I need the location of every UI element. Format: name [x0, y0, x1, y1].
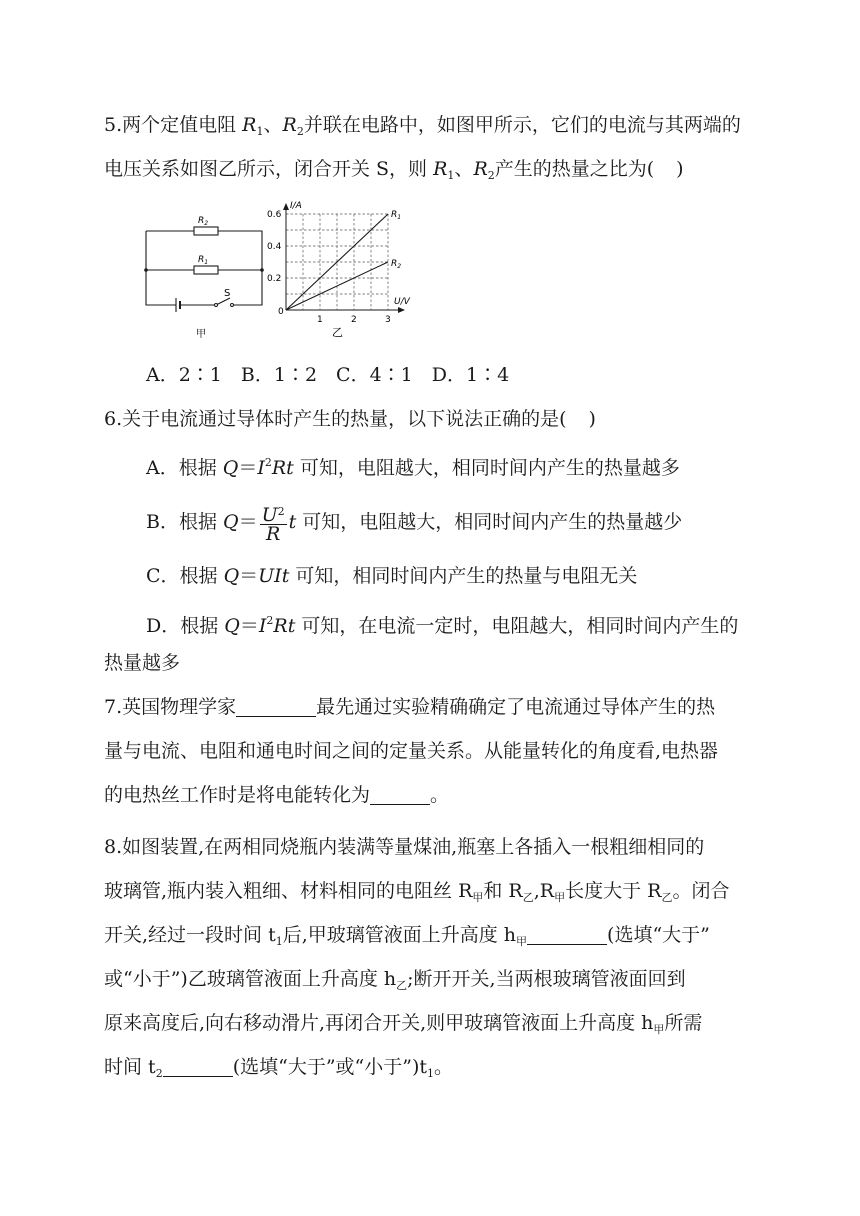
formula-u: U — [261, 504, 278, 526]
caption-yi: 乙 — [332, 326, 343, 339]
q5-stem-line2 — [104, 154, 684, 191]
q8-text: 原来高度后,向右移动滑片,再闭合开关,则甲玻璃管液面上升高度 h — [104, 1012, 654, 1034]
option-c-text: C．根据 — [146, 565, 224, 587]
formula-sup: 2 — [277, 505, 285, 518]
r1-subscript: 1 — [256, 125, 264, 138]
q6-stem — [104, 404, 596, 434]
formula-rt: Rt — [271, 457, 294, 479]
q5-stem-line1 — [104, 110, 741, 147]
q8-text: 玻璃管,瓶内装入粗细、材料相同的电阻丝 R — [104, 880, 473, 902]
x-axis-label: U/V — [394, 297, 410, 307]
q8-text: ,R — [533, 880, 555, 902]
q5-text: 电压关系如图乙所示，闭合开关 S，则 — [104, 158, 434, 180]
option-b-text: 可知，电阻越大，相同时间内产生的热量越少 — [296, 511, 683, 533]
caption-jia: 甲 — [196, 329, 206, 340]
q8-text: 开关,经过一段时间 t — [104, 924, 276, 946]
resistor-r2 — [194, 227, 218, 235]
subscript-yi: 乙 — [522, 891, 534, 904]
formula-eq: ＝ — [238, 511, 258, 533]
q7-line2: 量与电流、电阻和通电时间之间的定量关系。从能量转化的角度看,电热器 — [104, 740, 719, 762]
q5-text: ) — [676, 158, 684, 180]
label-r2: $R_2$ — [198, 216, 209, 227]
q8-text: 长度大于 R — [565, 880, 662, 902]
q7-line1 — [104, 692, 715, 722]
q8-text: 。 — [434, 1056, 454, 1078]
line-r1-label: $R_1$ — [391, 210, 402, 221]
separator: 、 — [454, 158, 474, 180]
subscript-1: 1 — [427, 1067, 435, 1080]
resistor-r1 — [194, 266, 218, 274]
subscript-2: 2 — [155, 1067, 163, 1080]
q8-line2 — [104, 876, 729, 913]
formula-q: Q — [223, 511, 239, 533]
option-d-text: 可知，在电流一定时，电阻越大，相同时间内产生的 — [295, 615, 739, 637]
subscript-1: 1 — [275, 935, 283, 948]
circuit-diagram — [146, 227, 262, 312]
q5-text: 5.两个定值电阻 — [104, 114, 243, 136]
q7-text: 7.英国物理学家 — [104, 696, 237, 718]
formula-eq: ＝ — [238, 457, 258, 479]
subscript-jia: 甲 — [653, 1023, 665, 1036]
q8-text: 后,甲玻璃管液面上升高度 h — [282, 924, 517, 946]
q8-text: 。闭合 — [672, 880, 730, 902]
label-r1: $R_1$ — [198, 255, 209, 266]
switch-contact-b — [231, 304, 234, 307]
q7-line3 — [104, 780, 449, 810]
q6-option-c — [146, 561, 637, 591]
option-a-text: A．根据 — [146, 457, 223, 479]
y-axis-label: I/A — [290, 201, 302, 211]
q6-option-d — [146, 606, 738, 641]
formula-q: Q — [224, 615, 240, 637]
formula-t: t — [288, 511, 297, 533]
q6-option-b — [146, 502, 683, 545]
formula-fraction — [260, 503, 287, 543]
subscript-yi: 乙 — [396, 979, 408, 992]
q6-text: ) — [588, 408, 596, 430]
switch-lever — [216, 298, 230, 305]
option-a-text: 可知，电阻越大，相同时间内产生的热量越多 — [293, 457, 680, 479]
subscript-yi: 乙 — [661, 891, 673, 904]
switch-contact-a — [215, 304, 218, 307]
formula-q: Q — [222, 457, 239, 479]
q6-option-a — [146, 448, 680, 483]
q8-text: (选填“大于”或“小于”)t — [232, 1056, 428, 1078]
formula-eq: ＝ — [239, 615, 259, 637]
origin-label: 0 — [278, 307, 284, 317]
q5-text: 产生的热量之比为( — [494, 158, 655, 180]
subscript-jia: 甲 — [516, 935, 528, 948]
option-c-text: 可知，相同时间内产生的热量与电阻无关 — [289, 565, 638, 587]
r1-subscript: 1 — [447, 169, 455, 182]
r2-subscript: 2 — [296, 125, 304, 138]
q8-text: (选填“大于” — [607, 924, 710, 946]
answer-blank-time-compare[interactable] — [163, 1054, 233, 1077]
x-tick-label: 3 — [385, 315, 391, 325]
q8-line5 — [104, 1008, 702, 1045]
q7-text: 的电热丝工作时是将电能转化为 — [104, 784, 371, 806]
formula-sup: 2 — [266, 614, 274, 627]
x-axis-arrow — [398, 307, 405, 313]
q8-text: ;断开开关,当两根玻璃管液面回到 — [407, 968, 686, 990]
r1-symbol: R — [433, 158, 448, 180]
option-b-text: B．根据 — [146, 511, 224, 533]
iu-graph — [267, 201, 411, 339]
q7-text: 。 — [430, 784, 450, 806]
junction-dot-right — [260, 268, 264, 272]
formula-rt: Rt — [273, 615, 296, 637]
q8-line3 — [104, 920, 710, 957]
q5-options: A．2∶1 B．1∶2 C．4∶1 D．1∶4 — [146, 364, 510, 386]
formula-q: Q — [223, 565, 240, 587]
r2-symbol: R — [282, 114, 297, 136]
line-r2-label: $R_2$ — [391, 259, 402, 270]
separator: 、 — [263, 114, 283, 136]
q8-text: 和 R — [483, 880, 523, 902]
q6-option-d-line2: 热量越多 — [104, 652, 181, 674]
answer-blank-scientist[interactable] — [236, 694, 316, 717]
y-tick-label: 0.2 — [267, 274, 282, 284]
q5-figures — [136, 198, 426, 350]
y-axis-arrow — [283, 203, 289, 210]
q8-text: 时间 t — [104, 1056, 156, 1078]
formula-uit: UIt — [258, 565, 290, 587]
x-tick-label: 1 — [317, 315, 323, 325]
y-tick-label: 0.4 — [267, 242, 282, 252]
x-tick-label: 2 — [351, 315, 357, 325]
fraction-denominator: R — [265, 523, 281, 545]
q8-text: 或“小于”)乙玻璃管液面上升高度 h — [104, 968, 397, 990]
answer-blank-height-compare[interactable] — [527, 922, 607, 945]
q8-line1: 8.如图装置,在两相同烧瓶内装满等量煤油,瓶塞上各插入一根粗细相同的 — [104, 836, 705, 858]
formula-i: I — [257, 457, 265, 479]
q8-line4 — [104, 964, 686, 1001]
option-d-text: D．根据 — [146, 615, 225, 637]
q7-text: 最先通过实验精确确定了电流通过导体产生的热 — [316, 696, 716, 718]
r1-symbol: R — [242, 114, 257, 136]
subscript-jia: 甲 — [472, 891, 484, 904]
r2-subscript: 2 — [487, 169, 495, 182]
r2-symbol: R — [473, 158, 488, 180]
formula-i: I — [258, 615, 267, 637]
q8-text: 所需 — [664, 1012, 703, 1034]
label-switch: S — [224, 288, 231, 299]
q8-line6 — [104, 1052, 453, 1089]
formula-eq: ＝ — [239, 565, 259, 587]
formula-sup: 2 — [264, 456, 272, 469]
fraction-numerator — [260, 503, 287, 525]
junction-dot-left — [144, 268, 148, 272]
subscript-jia: 甲 — [554, 891, 566, 904]
q6-text: 6.关于电流通过导体时产生的热量，以下说法正确的是( — [104, 408, 567, 430]
y-tick-label: 0.6 — [267, 210, 282, 220]
answer-blank-energy[interactable] — [370, 782, 430, 805]
q5-text: 并联在电路中，如图甲所示，它们的电流与其两端的 — [303, 114, 741, 136]
